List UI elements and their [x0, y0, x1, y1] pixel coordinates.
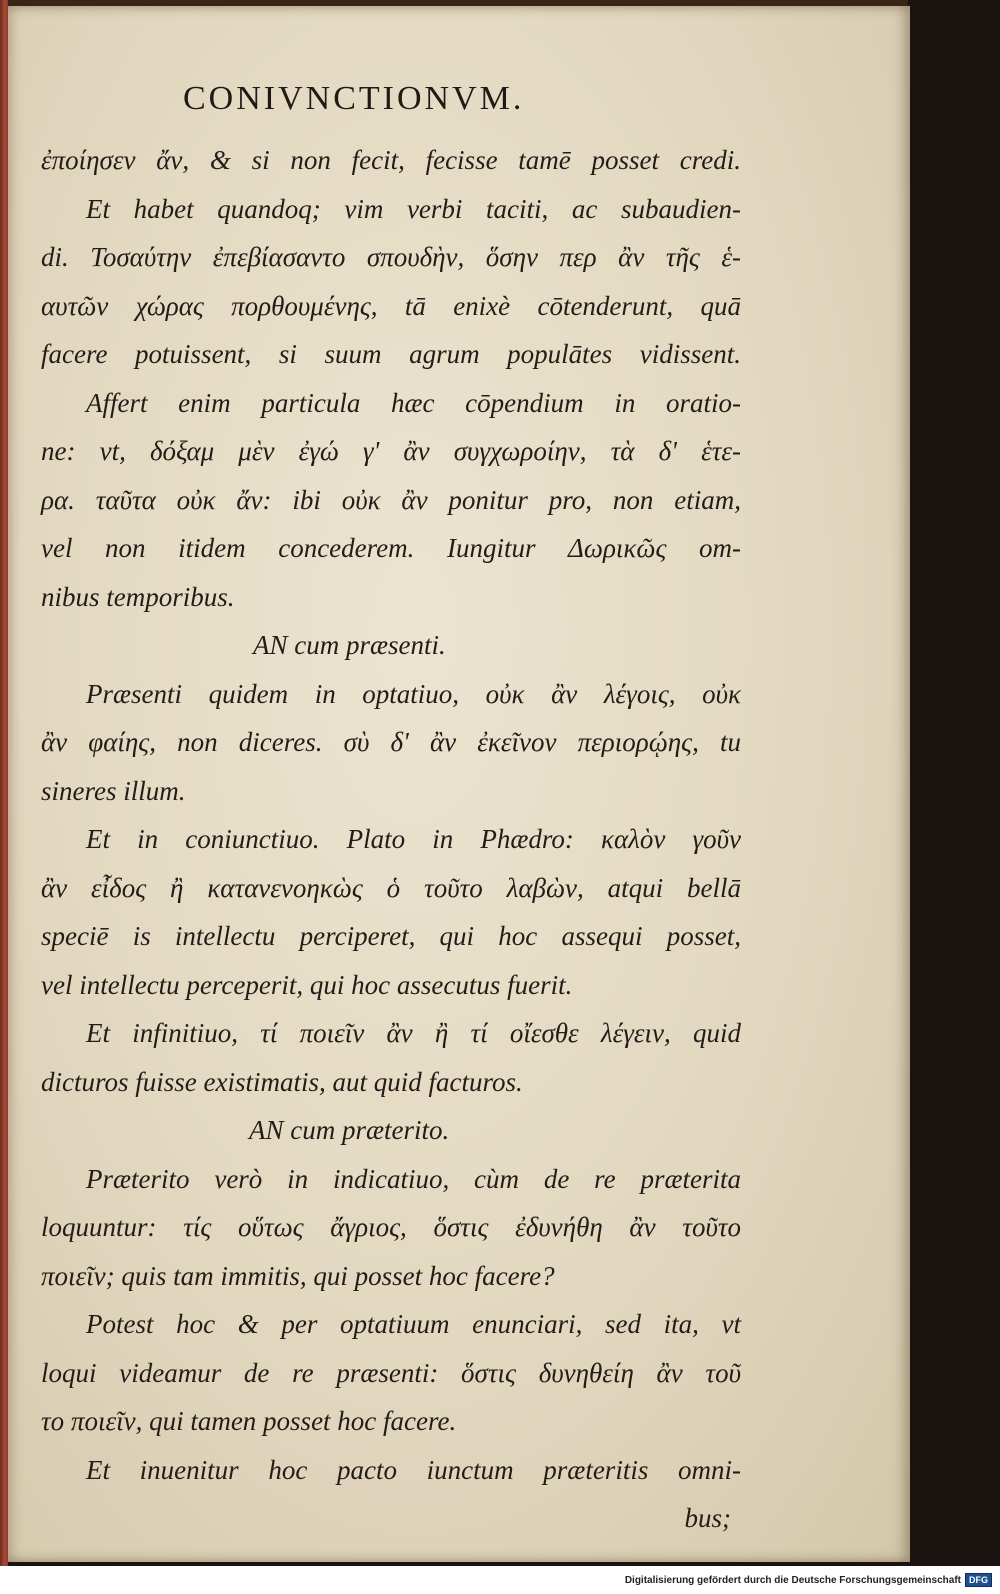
- text-line: ρα. ταῦτα οὐκ ἄν: ibi οὐκ ἂν ponitur pro, non etiam,: [41, 484, 741, 515]
- text-line: Affert enim particula hæc cōpendium in oratio-: [86, 387, 741, 418]
- text-line: loqui videamur de re præsenti: ὅστις δυνηθείη ἂν τοῦ: [41, 1357, 741, 1388]
- dfg-logo: DFG: [965, 1573, 992, 1587]
- text-line: Potest hoc & per optatiuum enunciari, sed ita, vt: [86, 1309, 741, 1339]
- text-line: di. Τοσαύτην ἐπεβίασαντο σπουδὴν, ὅσην περ ἂν τῆς ἑ-: [41, 242, 741, 272]
- section-heading: AN cum præterito.: [249, 1115, 450, 1145]
- text-line: nibus temporibus.: [41, 581, 235, 612]
- text-line: ἂν φαίης, non diceres. σὺ δ' ἂν ἐκεῖνον περιορῴης, tu: [41, 727, 741, 757]
- body-text: [41, 136, 741, 1543]
- text-line: Præsenti quidem in optatiuo, οὐκ ἂν λέγοις, οὐκ: [86, 678, 741, 709]
- text-line: ἐποίησεν ἄν, & si non fecit, fecisse tamē posset credi.: [41, 145, 741, 175]
- text-line: Et habet quandoq; vim verbi taciti, ac subaudien-: [86, 193, 741, 224]
- text-line: vel intellectu perceperit, qui hoc assecutus fuerit.: [41, 969, 573, 1000]
- binding-edge: [0, 0, 8, 1566]
- footer: [625, 1572, 992, 1588]
- text-line: sineres illum.: [41, 775, 186, 806]
- text-line: Præterito verò in indicatiuo, cùm de re præterita: [86, 1163, 741, 1194]
- book-page: [8, 6, 910, 1562]
- text-line: Et infinitiuo, τί ποιεῖν ἂν ἢ τί οἴεσθε λέγειν, quid: [86, 1018, 741, 1048]
- footer-credit: Digitalisierung gefördert durch die Deutsche Forschungsgemeinschaft: [624, 1574, 961, 1586]
- text-line: αυτῶν χώρας πορθουμένης, tā enixè cōtenderunt, quā: [41, 290, 741, 321]
- catchword: bus;: [684, 1503, 731, 1533]
- text-line: το ποιεῖν, qui tamen posset hoc facere.: [41, 1406, 457, 1436]
- text-line: ἂν εἶδος ἢ κατανενοηκὼς ὁ τοῦτο λαβὼν, atqui bellā: [41, 872, 741, 903]
- text-line: dicturos fuisse existimatis, aut quid facturos.: [41, 1066, 523, 1097]
- text-line: ne: vt, δόξαμ μὲν ἐγώ γ' ἂν συγχωροίην, τὰ δ' ἑτε-: [41, 436, 741, 466]
- text-line: ποιεῖν; quis tam immitis, qui posset hoc facere?: [41, 1260, 555, 1291]
- text-line: Et inuenitur hoc pacto iunctum præteritis omni-: [86, 1454, 741, 1485]
- text-line: speciē is intellectu perciperet, qui hoc assequi posset,: [41, 921, 741, 951]
- text-line: vel non itidem concederem. Iungitur Δωρικῶς om-: [41, 533, 741, 563]
- text-line: Et in coniunctiuo. Plato in Phædro: καλὸν γοῦν: [86, 824, 741, 854]
- section-heading: AN cum præsenti.: [253, 630, 446, 660]
- text-line: loquuntur: τίς οὕτως ἄγριος, ὅστις ἐδυνήθη ἂν τοῦτο: [41, 1212, 741, 1242]
- running-head: CONIVNCTIONVM.: [183, 80, 525, 117]
- text-line: facere potuissent, si suum agrum populātes vidissent.: [41, 339, 741, 369]
